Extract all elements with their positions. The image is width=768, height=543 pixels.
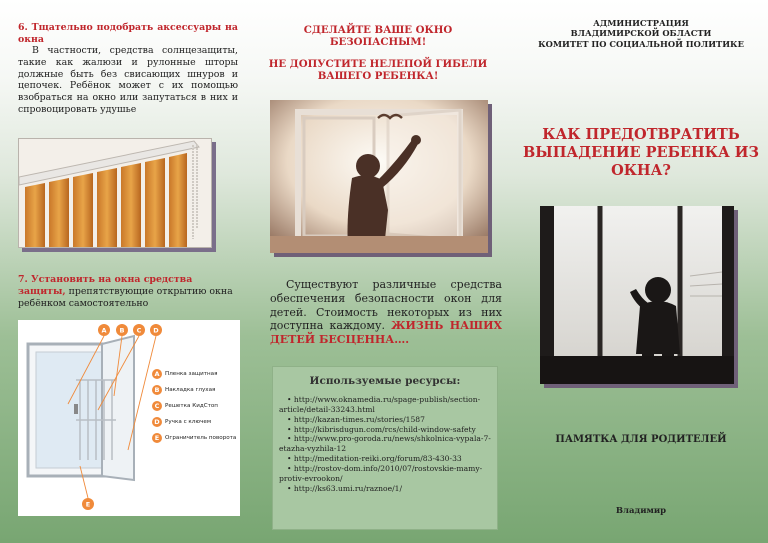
callout-e-label: E: [85, 500, 91, 509]
legend-letter: B: [152, 385, 162, 395]
legend-letter: E: [152, 433, 162, 443]
tip-6: [18, 22, 238, 115]
resource-link[interactable]: • http://www.oknamedia.ru/spage-publish/section-article/detail-33243.html: [279, 395, 481, 414]
legend-text: Решетка КидСтоп: [165, 403, 218, 409]
legend-text: Ручка с ключем: [165, 419, 212, 425]
child-window-illustration: [270, 100, 488, 253]
resources-title: Используемые ресурсы:: [309, 375, 461, 387]
vertical-blinds-image: [18, 138, 212, 248]
resource-link[interactable]: • http://kazan-times.ru/stories/1587: [287, 414, 425, 424]
legend-text: Накладка глухая: [165, 387, 216, 393]
resource-link[interactable]: • http://rostov-dom.info/2010/07/rostovskie-mamy-protiv-evrookon/: [279, 464, 483, 483]
legend-letter: D: [152, 417, 162, 427]
intro-text: Существуют различные средства обеспечения безопасности окон для детей. Стоимость некоторых из них доступна каждому.: [270, 278, 502, 333]
child-silhouette-photo: [540, 206, 734, 384]
child-silhouette-illustration: [540, 206, 734, 384]
blinds-illustration: [19, 139, 211, 247]
administration-header: [526, 18, 756, 49]
resource-link[interactable]: • http://meditation-reiki.org/forum/83-430-33: [287, 454, 462, 464]
admin-line: АДМИНИСТРАЦИЯ: [593, 18, 689, 28]
heading-prevent: НЕ ДОПУСТИТЕ НЕЛЕПОЙ ГИБЕЛИ ВАШЕГО РЕБЕНКА!: [268, 58, 488, 83]
resources-list: [279, 395, 491, 494]
legend-text: Ограничитель поворота: [165, 435, 237, 441]
memo-for-parents: ПАМЯТКА ДЛЯ РОДИТЕЛЕЙ: [555, 434, 727, 445]
resources-box: [272, 366, 498, 530]
admin-line: ВЛАДИМИРСКОЙ ОБЛАСТИ: [570, 28, 712, 39]
callout-b-label: B: [119, 326, 125, 335]
legend-text: Пленка защитная: [165, 371, 218, 377]
intro-paragraph: [270, 278, 502, 347]
legend-item: [152, 366, 236, 382]
tip-7-title: 7. Установить на окна средства защиты,: [18, 274, 193, 297]
callout-c-label: C: [136, 326, 142, 335]
callout-d-label: D: [153, 326, 159, 335]
resource-link[interactable]: • http://kibrisdugun.com/rcs/child-window-safety: [287, 424, 476, 434]
tip-6-title: 6. Тщательно подобрать аксессуары на окна: [18, 22, 238, 45]
tip-7: [18, 274, 240, 309]
legend-item: [152, 382, 236, 398]
legend-letter: A: [152, 369, 162, 379]
heading-make-safe: СДЕЛАЙТЕ ВАШЕ ОКНО БЕЗОПАСНЫМ!: [303, 24, 453, 49]
diagram-legend: [152, 366, 236, 446]
life-priceless-emphasis: ЖИЗНЬ НАШИХ ДЕТЕЙ БЕСЦЕННА….: [270, 319, 502, 346]
callout-a-label: A: [101, 326, 107, 335]
resource-link[interactable]: • http://www.pro-goroda.ru/news/shkolnica-vypala-7-etazha-vyzhila-12: [279, 434, 491, 454]
tip-7-body: препятствующие открытию окна ребёнком самостоятельно: [18, 285, 233, 309]
left-panel: [0, 0, 256, 543]
main-title: КАК ПРЕДОТВРАТИТЬ ВЫПАДЕНИЕ РЕБЕНКА ИЗ ОКНА?: [523, 126, 759, 180]
admin-line: КОМИТЕТ ПО СОЦИАЛЬНОЙ ПОЛИТИКЕ: [538, 38, 744, 49]
legend-letter: C: [152, 401, 162, 411]
legend-item: [152, 398, 236, 414]
tip-6-body: В частности, средства солнцезащиты, такие как жалюзи и рулонные шторы должные быть без свисающих шнуров и цепочек. Ребёнок может с их помощью взобраться на окно или запутаться в них и спровоцировать удушье: [18, 45, 238, 115]
legend-item: [152, 430, 236, 446]
city-name: Владимир: [615, 506, 667, 516]
resource-link[interactable]: • http://ks63.umi.ru/raznoe/1/: [287, 483, 403, 493]
child-at-window-photo: [270, 100, 488, 253]
legend-item: [152, 414, 236, 430]
